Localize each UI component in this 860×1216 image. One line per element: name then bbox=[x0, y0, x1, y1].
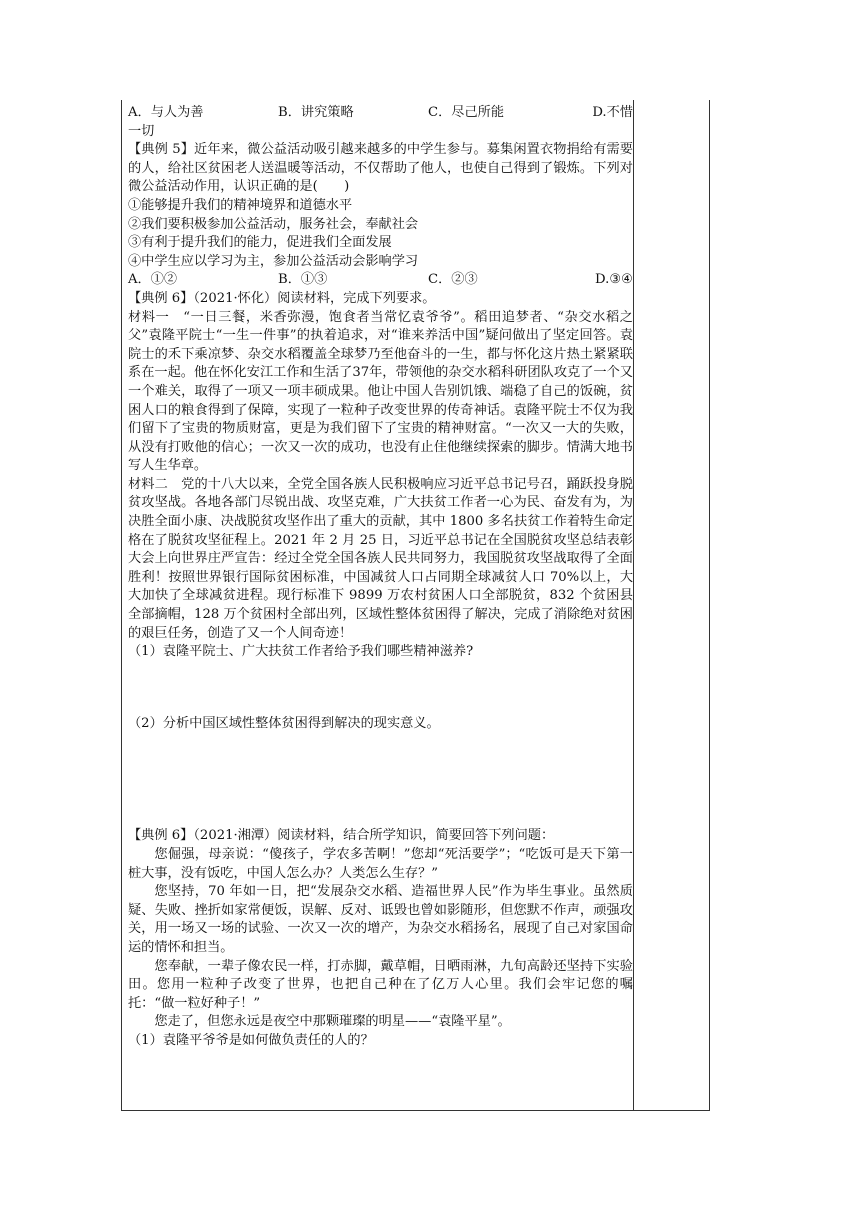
q4-option-c: C．尽己所能 bbox=[428, 105, 505, 120]
example-5-item-2: ②我们要积极参加公益活动，服务社会，奉献社会 bbox=[128, 216, 419, 232]
example-6a bbox=[128, 290, 633, 309]
q4-option-d-cont: 一切 bbox=[128, 123, 155, 139]
ex5-option-b: B．①③ bbox=[278, 272, 328, 288]
answer-space-2[interactable] bbox=[128, 733, 633, 827]
example-5-body: 近年来，微公益活动吸引越来越多的中学生参与。募集闲置衣物捐给有需要的人，给社区贫困老人送温暖等活动，不仅帮助了他人，也使自己得到了锻炼。下列对微公益活动作用，认识正确的是( ) bbox=[128, 142, 633, 195]
example-5 bbox=[128, 141, 633, 197]
example-5-item-1: ①能够提升我们的精神境界和道德水平 bbox=[128, 197, 353, 213]
example-6a-body: （2021·怀化）阅读材料，完成下列要求。 bbox=[193, 290, 436, 306]
ex5-option-a: A．①② bbox=[128, 272, 178, 288]
ex5-option-c: C．②③ bbox=[428, 272, 478, 288]
answer-space-1[interactable] bbox=[128, 662, 633, 715]
example-5-item-3: ③有利于提升我们的能力，促进我们全面发展 bbox=[128, 235, 392, 251]
example-6a-head: 【典例 6】 bbox=[128, 290, 194, 306]
q4-options bbox=[128, 104, 633, 123]
example-6a-q2: （2）分析中国区域性整体贫困得到解决的现实意义。 bbox=[128, 715, 440, 731]
table-column-divider bbox=[633, 100, 634, 1110]
q4-option-a: A．与人为善 bbox=[128, 105, 204, 120]
material-2: 材料二 党的十八大以来，全党全国各族人民积极响应习近平总书记号召，踊跃投身脱贫攻坚战。各地各部门尽锐出战、攻坚克难，广大扶贫工作者一心为民、奋发有为，为决胜全面小康、决战脱贫攻坚作出了重大的贡献，其中 1800 多名扶贫工作着特生命定格在了脱贫攻坚征程上。2021 年 2 月 25 日，习近平总书记在全国脱贫攻坚总结表彰大会上向世界庄严宣告：经过全党全国各族人民共同努力，我国脱贫攻坚战取得了全面胜利！按照世界银行国际贫困标准，中国减贫人口占同期全球减贫人口 70%以上，大大加快了全球减贫进程。现行标准下 9899 万农村贫困人口全部脱贫，832 个贫困县全部摘帽，128 万个贫困村全部出列，区域性整体贫困得了解决，完成了消除绝对贫困的艰巨任务，创造了又一个人间奇迹！ bbox=[128, 476, 633, 641]
example-6b-head: 【典例 6】 bbox=[128, 828, 194, 844]
poem-para-2: 您坚持，70 年如一日，把“发展杂交水稻、造福世界人民”作为毕生事业。虽然质疑、失败、挫折如家常便饭，误解、反对、诋毁也曾如影随形，但您默不作声，顽强攻关，用一场又一场的试验、一次又一次的增产，为杂交水稻扬名，展现了自己对家国命运的情怀和担当。 bbox=[128, 884, 633, 955]
example-5-head: 【典例 5】 bbox=[128, 142, 195, 158]
example-6a-q1: （1）袁隆平院士、广大扶贫工作者给予我们哪些精神滋养? bbox=[128, 644, 474, 660]
example-5-options bbox=[128, 271, 633, 290]
poem-para-1: 您倔强，母亲说：“傻孩子，学农多苦啊！”您却“死活要学”；“吃饭可是天下第一桩大事，没有饭吃，中国人怎么办？人类怎么生存？” bbox=[128, 847, 633, 881]
example-6b-q1: （1）袁隆平爷爷是如何做负责任的人的？ bbox=[128, 1032, 374, 1048]
example-5-item-4: ④中学生应以学习为主，参加公益活动会影响学习 bbox=[128, 253, 419, 269]
q4-option-d: D.不惜 bbox=[592, 105, 633, 120]
poem-para-4: 您走了，但您永远是夜空中那颗璀璨的明星——“袁隆平星”。 bbox=[154, 1014, 511, 1030]
example-6b-body: （2021·湘潭）阅读材料，结合所学知识，简要回答下列问题： bbox=[193, 828, 555, 844]
example-6b bbox=[128, 827, 633, 846]
poem-para-3: 您奉献，一辈子像农民一样，打赤脚，戴草帽，日晒雨淋，九旬高龄还坚持下实验田。您用一粒种子改变了世界，也把自己种在了亿万人心里。我们会牢记您的嘱托：“做一粒好种子！” bbox=[128, 958, 633, 1011]
question-column bbox=[128, 104, 633, 1051]
material-1: 材料一 “一日三餐，米香弥漫，饱食者当常忆袁爷爷”。稻田追梦者、“杂交水稻之父”袁隆平院士“一生一件事”的执着追求，对“谁来养活中国”疑问做出了坚定回答。袁院士的禾下乘凉梦、杂交水稻覆盖全球梦乃至他奋斗的一生，都与怀化这片热土紧紧联系在一起。他在怀化安江工作和生活了37年，带领他的杂交水稻科研团队攻克了一个又一个难关，取得了一项又一项丰硕成果。他让中国人告别饥饿、端稳了自己的饭碗，贫困人口的粮食得到了保障，实现了一粒种子改变世界的传奇神话。袁隆平院士不仅为我们留下了宝贵的物质财富，更是为我们留下了宝贵的精神财富。“一次又一大的失败，从没有打败他的信心；一次又一次的成功，也没有止住他继续探索的脚步。情满大地书写人生华章。 bbox=[128, 309, 633, 474]
ex5-option-d: D.③④ bbox=[595, 272, 633, 288]
q4-option-b: B．讲究策略 bbox=[278, 105, 354, 120]
